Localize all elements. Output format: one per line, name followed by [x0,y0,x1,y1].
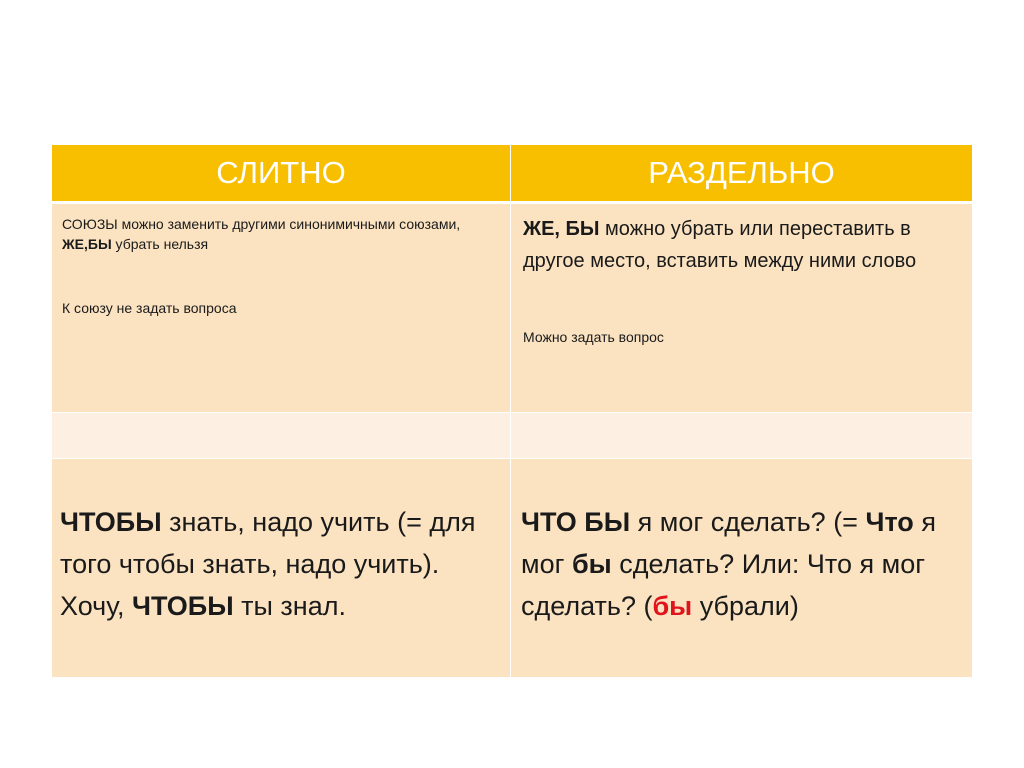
rule-razdelno-note: Можно задать вопрос [523,329,664,345]
rule-slitno-line2 [62,234,498,254]
example-razdelno-text3: сделать? Или: Что я мог сделать? ( [521,549,926,621]
rule-slitno-prefix: СОЮЗЫ [62,216,118,232]
example-slitno-text2a: Хочу, [60,591,132,621]
comparison-table [52,145,972,678]
example-razdelno-text1: я мог сделать? (= [630,507,866,537]
empty-cell-slitno [52,413,511,459]
rule-razdelno-bold: ЖЕ, БЫ [523,218,600,240]
header-slitno [52,145,511,204]
rule-slitno-line3: К союзу не задать вопроса [62,300,237,316]
example-slitno-text1: знать, надо учить (= для того чтобы знать, надо учить). [60,507,476,579]
rule-cell-slitno [52,204,511,413]
example-slitno-p1 [60,501,496,585]
rule-slitno-line1 [62,214,498,234]
example-razdelno-bold3: бы [571,549,612,579]
rule-slitno-bold: ЖЕ,БЫ [62,236,112,252]
example-slitno-bold1: ЧТОБЫ [60,507,162,537]
example-razdelno-text2: я мог [521,507,936,579]
example-cell-razdelno [511,459,972,678]
header-razdelno [511,145,972,204]
example-slitno-p2 [60,585,496,627]
example-razdelno-p [521,501,958,627]
rule-cell-razdelno [511,204,972,413]
rule-razdelno-main [523,213,960,277]
example-slitno-text2b: ты знал. [233,591,346,621]
example-cell-slitno [52,459,511,678]
example-razdelno-bold2: Что [865,507,914,537]
rule-slitno-text: можно заменить другими синонимичными союзами, [117,216,461,232]
empty-cell-razdelno [511,413,972,459]
example-razdelno-red: бы [652,591,693,621]
header-slitno-label: СЛИТНО [216,155,346,190]
example-razdelno-bold1: ЧТО БЫ [521,507,631,537]
rule-slitno-line2-text: убрать нельзя [111,236,209,252]
example-razdelno-text4: убрали) [692,591,799,621]
example-slitno-bold2: ЧТОБЫ [132,591,234,621]
header-razdelno-label: РАЗДЕЛЬНО [648,155,835,190]
rule-razdelno-text: можно убрать или переставить в другое место, вставить между ними слово [523,218,917,272]
